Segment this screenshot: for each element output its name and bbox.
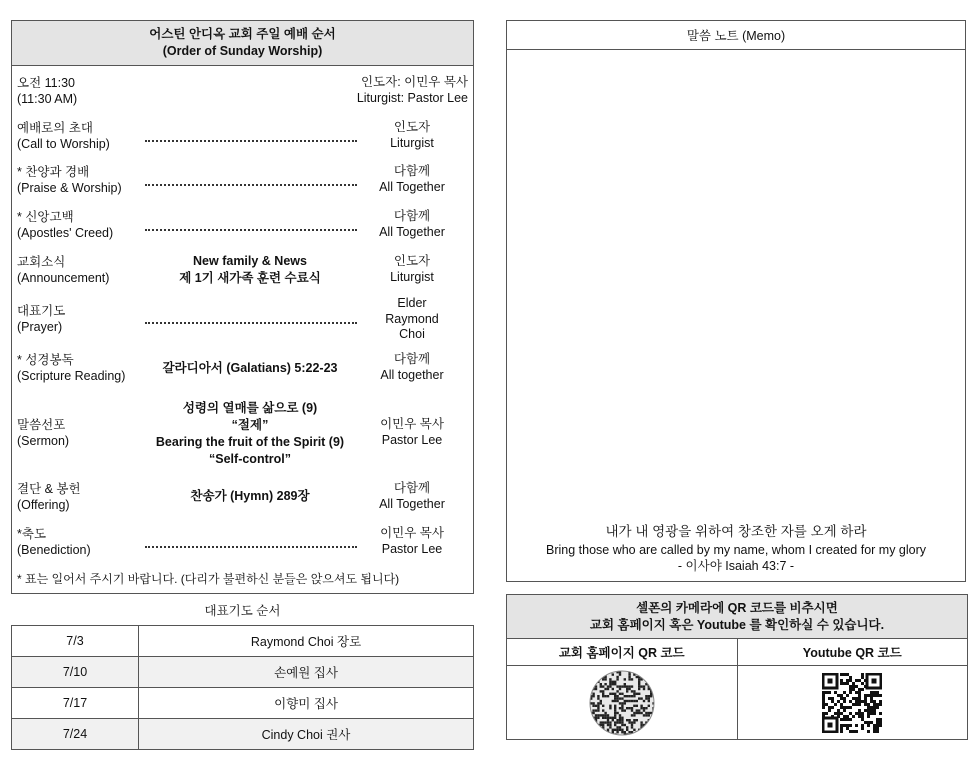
item-leader (357, 526, 467, 557)
item-label-kr: 말씀선포 (17, 418, 66, 432)
item-leader (357, 296, 467, 343)
dotted-leader (145, 140, 357, 142)
youtube-qr-label: Youtube QR 코드 (738, 639, 968, 666)
dotted-leader (145, 184, 357, 186)
item-label (17, 417, 69, 449)
leader-en: Liturgist (390, 269, 434, 284)
homepage-qr-column (507, 639, 737, 740)
sermon-title-kr: 성령의 열매를 삶으로 (9) (182, 401, 318, 415)
homepage-qr-code-icon[interactable] (588, 669, 656, 737)
liturgist-kr: 인도자: 이민우 목사 (360, 75, 468, 89)
item-leader (357, 254, 467, 285)
memo-title: 말씀 노트 (Memo) (507, 21, 965, 50)
sermon-title-en: Bearing the fruit of the Spirit (9) (155, 435, 345, 449)
leader-en: All Together (379, 224, 445, 239)
item-label-kr: 예배로의 초대 (17, 121, 93, 135)
prayer-leader: 이향미 집사 (139, 688, 474, 719)
leader-kr: 인도자 (393, 120, 431, 134)
leader-en: All Together (379, 179, 445, 194)
prayer-schedule-table (11, 625, 474, 750)
item-leader (357, 209, 467, 240)
leader-en: All Together (379, 496, 445, 511)
prayer-leader: Cindy Choi 권사 (139, 719, 474, 750)
table-row (12, 688, 474, 719)
item-label-kr: * 신앙고백 (17, 210, 74, 224)
order-title-en: (Order of Sunday Worship) (162, 44, 323, 58)
item-label-en: (Benediction) (17, 543, 91, 557)
item-label (17, 526, 91, 558)
table-row (12, 657, 474, 688)
item-label (17, 352, 125, 384)
leader-en: All together (380, 367, 444, 382)
item-label-kr: *축도 (17, 527, 47, 541)
item-leader (357, 352, 467, 383)
prayer-date: 7/10 (12, 657, 139, 688)
service-liturgist (357, 75, 468, 106)
leader-kr: 다함께 (393, 481, 431, 495)
prayer-date: 7/17 (12, 688, 139, 719)
leader-kr: 다함께 (393, 352, 431, 366)
item-label-kr: 대표기도 (17, 304, 66, 318)
item-leader (357, 164, 467, 195)
item-leader (357, 120, 467, 151)
memory-verse (507, 524, 965, 574)
youtube-qr-column (737, 639, 968, 740)
service-time-en: (11:30 AM) (17, 92, 78, 106)
qr-header (507, 595, 967, 639)
leader-line: Elder (397, 296, 427, 310)
leader-line: Choi (399, 327, 425, 341)
dotted-leader (145, 229, 357, 231)
item-label-kr: * 성경봉독 (17, 353, 74, 367)
sermon-subtitle-kr: “절제” (231, 418, 269, 432)
leader-kr: 이민우 목사 (380, 526, 444, 540)
item-label (17, 481, 81, 513)
leader-en: Pastor Lee (381, 432, 443, 447)
item-label-en: (Prayer) (17, 320, 63, 334)
prayer-schedule-title: 대표기도 순서 (204, 604, 281, 618)
memo-box (506, 20, 966, 582)
prayer-date: 7/3 (12, 626, 139, 657)
service-time-kr: 오전 11:30 (17, 76, 75, 90)
leader-kr: 인도자 (393, 254, 431, 268)
leader-kr: 다함께 (393, 209, 431, 223)
dotted-leader (145, 546, 357, 548)
item-label-kr: * 찬양과 경배 (17, 165, 90, 179)
liturgist-en: Liturgist: Pastor Lee (356, 90, 468, 105)
qr-instruction-line1: 셀폰의 카메라에 QR 코드를 비추시면 (636, 600, 838, 615)
table-row (12, 626, 474, 657)
content-line: 제 1기 새가족 훈련 수료식 (179, 271, 321, 285)
order-title-kr: 어스틴 안디옥 교회 주일 예배 순서 (149, 27, 336, 41)
item-label-en: (Sermon) (17, 434, 70, 448)
item-label-kr: 결단 & 봉헌 (17, 482, 81, 496)
content-line: 찬송가 (Hymn) 289장 (190, 489, 310, 503)
leader-en: Pastor Lee (381, 541, 443, 556)
item-content (140, 488, 360, 505)
item-label (17, 164, 122, 196)
homepage-qr-label: 교회 홈페이지 QR 코드 (507, 639, 737, 666)
item-label-en: (Call to Worship) (17, 137, 110, 151)
leader-kr: 다함께 (393, 164, 431, 178)
item-label-en: (Offering) (17, 498, 70, 512)
dotted-leader (145, 322, 357, 324)
sermon-subtitle-en: “Self-control” (209, 452, 291, 466)
standing-note: * 표는 일어서 주시기 바랍니다. (다리가 불편하신 분들은 앉으셔도 됩니다) (17, 572, 400, 586)
verse-kr: 내가 내 영광을 위하여 창조한 자를 오게 하라 (605, 524, 867, 539)
leader-kr: 이민우 목사 (380, 417, 444, 431)
youtube-qr-code-icon[interactable] (822, 673, 882, 733)
sermon-content (140, 400, 360, 468)
item-label-kr: 교회소식 (17, 255, 66, 269)
prayer-leader: Raymond Choi 장로 (139, 626, 474, 657)
service-time (17, 75, 77, 107)
content-line: New family & News (193, 254, 307, 268)
item-label (17, 303, 65, 335)
order-header (12, 21, 473, 66)
item-label (17, 254, 109, 286)
prayer-leader: 손예원 집사 (139, 657, 474, 688)
item-leader (357, 481, 467, 512)
item-label-en: (Praise & Worship) (17, 181, 122, 195)
prayer-date: 7/24 (12, 719, 139, 750)
item-label (17, 120, 110, 152)
item-leader (357, 417, 467, 448)
item-content (140, 253, 360, 287)
item-label-en: (Apostles' Creed) (17, 226, 114, 240)
verse-reference: - 이사야 Isaiah 43:7 - (677, 559, 795, 573)
table-row (12, 719, 474, 750)
item-label (17, 209, 113, 241)
order-of-worship-box (11, 20, 474, 594)
item-label-en: (Announcement) (17, 271, 110, 285)
qr-code-box (506, 594, 968, 740)
content-line: 갈라디아서 (Galatians) 5:22-23 (162, 361, 338, 375)
qr-instruction-line2: 교회 홈페이지 혹은 Youtube 를 확인하실 수 있습니다. (589, 617, 885, 632)
leader-en: Liturgist (390, 135, 434, 150)
leader-line: Raymond (385, 311, 439, 326)
item-label-en: (Scripture Reading) (17, 369, 126, 383)
verse-en: Bring those who are called by my name, whom I created for my glory (545, 543, 927, 557)
item-content (140, 360, 360, 377)
